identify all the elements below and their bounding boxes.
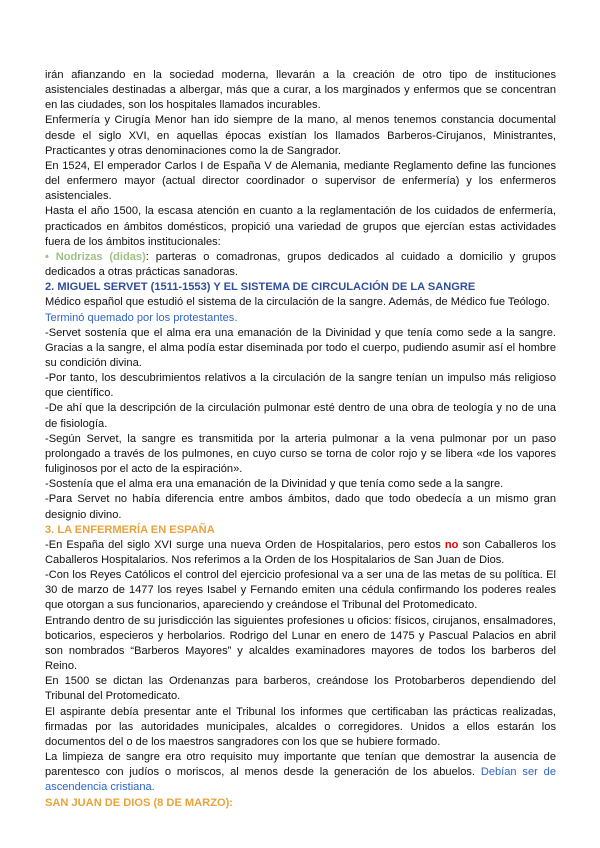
limpieza-blue-text: Debían ser de ascendencia cristiana. (45, 766, 556, 794)
limpieza-text: La limpieza de sangre era otro requisito muy importante que tenían que demostrar la ausencia de parentesco con judíos o moriscos, al menos desde la generación de los abuelos. (45, 751, 556, 779)
paragraph-incurables: irán afianzando en la sociedad moderna, llevarán a la creación de otro tipo de instituciones asistenciales destinadas a albergar, más que a curar, a los marginados y enfermos que se concentran en las ciudades, son los hospitales llamados incurables. (45, 69, 556, 112)
paragraph-servet-sostenia: -Sostenía que el alma era una emanación de la Divinidad y que tenía como sede a la sangre. (45, 478, 504, 491)
paragraph-ordenanzas: En 1500 se dictan las Ordenanzas para barberos, creándose los Protobarberos dependiendo del Tribunal del Protomedicato. (45, 675, 556, 703)
paragraph-servet-arteria: -Según Servet, la sangre es transmitida por la arteria pulmonar a la vena pulmonar por un paso prolongado a través de los pulmones, en cuyo curso se torna de color rojo y se libera «de los vapores fuliginosos por el acto de la espiración». (45, 432, 556, 476)
paragraph-servet-quemado: Terminó quemado por los protestantes. (45, 311, 238, 324)
nodrizas-text: : parteras o comadronas, grupos dedicados al cuidado a domicilio y grupos dedicados a otras prácticas sanadoras. (45, 250, 556, 279)
nodrizas-label: • Nodrizas (didas) (45, 250, 146, 263)
orden-text-b: son Caballeros los Caballeros Hospitalarios. Nos referimos a la Orden de los Hospitalarios de San Juan de Dios. (45, 538, 556, 566)
paragraph-reyes-catolicos: -Con los Reyes Católicos el control del ejercicio profesional va a ser una de las metas de su política. El 30 de marzo de 1477 los reyes Isabel y Fernando emiten una cédula confirmando los poderes reales que otorgan a sus funcionarios, apareciendo y creándose el Tribunal del Protomedicato. (45, 569, 556, 612)
orden-text-a: -En España del siglo XVI surge una nueva Orden de Hospitalarios, pero estos (45, 538, 445, 551)
paragraph-cirugia-menor: Enfermería y Cirugía Menor han ido siempre de la mano, al menos tenemos constancia documental desde el siglo XVI, en aquellas épocas existían los llamados Barberos-Cirujanos, Ministrantes, Practicantes y otras denominaciones como la de Sangrador. (45, 114, 556, 157)
document-page (45, 68, 556, 811)
paragraph-hasta-1500: Hasta el año 1500, la escasa atención en cuanto a la reglamentación de los cuidados de enfermería, practicados en ámbitos domésticos, propició una variedad de grupos que ejercían estas actividades fuera de los ámbitos institucionales: (45, 205, 556, 248)
paragraph-servet-por-tanto: -Por tanto, los descubrimientos relativos a la circulación de la sangre tenían un impulso más religioso que científico. (45, 372, 556, 400)
paragraph-carlos-i: En 1524, El emperador Carlos I de España V de Alemania, mediante Reglamento define las funciones del enfermero mayor (actual director coordinador o supervisor de enfermería) y los enfermeros asistenciales. (45, 159, 556, 203)
section-heading-servet: 2. MIGUEL SERVET (1511-1553) Y EL SISTEMA DE CIRCULACIÓN DE LA SANGRE (45, 281, 476, 294)
section-heading-san-juan: SAN JUAN DE DIOS (8 DE MARZO): (45, 796, 233, 809)
section-heading-enfermeria-espana: 3. LA ENFERMERÍA EN ESPAÑA (45, 523, 215, 536)
orden-no-emphasis: no (444, 538, 459, 551)
paragraph-orden-hospitalarios (45, 538, 556, 568)
paragraph-servet-teologia: -De ahí que la descripción de la circulación pulmonar esté dentro de una obra de teología y no de una de fisiología. (45, 402, 556, 430)
paragraph-servet-ambitos: -Para Servet no había diferencia entre ambos ámbitos, dado que todo obedecía a un mismo gran designio divino. (45, 493, 556, 521)
paragraph-servet-alma: -Servet sostenía que el alma era una emanación de la Divinidad y que tenía como sede a la sangre. Gracias a la sangre, el alma podía estar diseminada por todo el cuerpo, pudiendo asumir así el hombre su condición divina. (45, 326, 556, 369)
paragraph-servet-intro: Médico español que estudió el sistema de la circulación de la sangre. Además, de Médico fue Teólogo. (45, 296, 550, 309)
paragraph-limpieza-sangre (45, 750, 556, 795)
paragraph-nodrizas (45, 250, 556, 280)
paragraph-jurisdiccion: Entrando dentro de su jurisdicción las siguientes profesiones u oficios: físicos, cirujanos, ensalmadores, boticarios, especieros y herbolarios. Rodrigo del Lunar en enero de 1475 y Pascual Palacios en abril son nombrados “Barberos Mayores” y alcaldes examinadores mayores de todos los barberos del Reino. (45, 614, 556, 673)
paragraph-aspirante: El aspirante debía presentar ante el Tribunal los informes que certificaban las prácticas realizadas, firmadas por las autoridades municipales, alcaldes o corregidores. Unidos a ellos estarán los documentos del o de los maestros sangradores con los que se hubiere formado. (45, 705, 556, 748)
